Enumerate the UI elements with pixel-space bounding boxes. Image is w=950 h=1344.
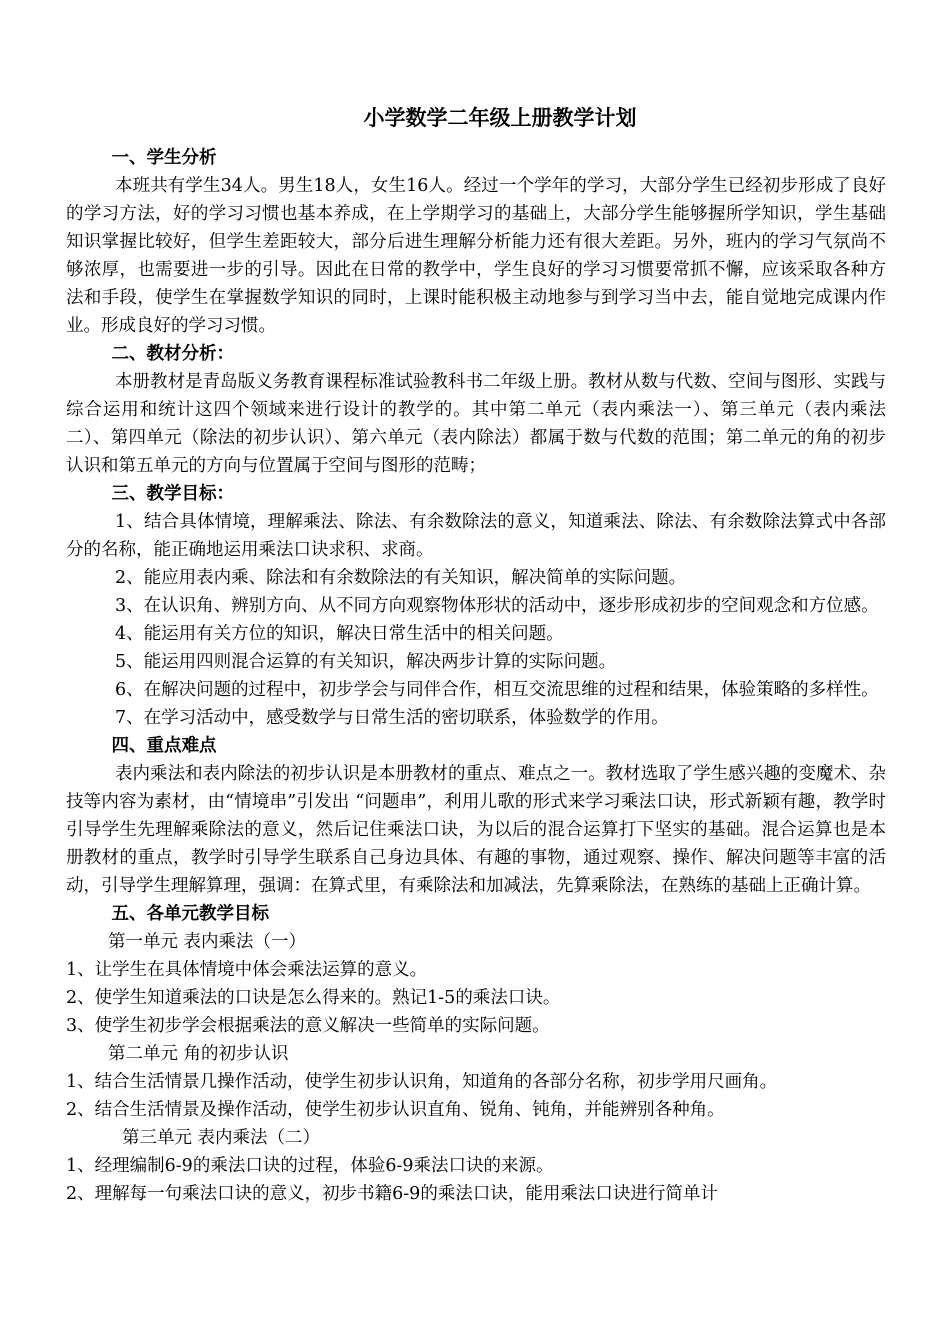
section-heading-unit-goals: 五、各单元教学目标 (111, 904, 269, 924)
section-heading-teaching-goals: 三、教学目标： (111, 484, 234, 504)
section-heading-student-analysis: 一、学生分析 (111, 148, 217, 168)
section-heading-key-points: 四、重点难点 (111, 736, 217, 756)
unit-title-1: 第一单元 表内乘法（一） (108, 932, 307, 952)
unit-goal-item: 2、结合生活情景及操作活动，使学生初步认识直角、锐角、钝角，并能辨别各种角。 (66, 1100, 725, 1120)
goal-item: 6、在解决问题的过程中，初步学会与同伴合作，相互交流思维的过程和结果，体验策略的多样性。 (115, 680, 879, 700)
goal-item: 2、能应用表内乘、除法和有余数除法的有关知识，解决简单的实际问题。 (115, 568, 687, 588)
goal-item: 4、能运用有关方位的知识，解决日常生活中的相关问题。 (115, 624, 564, 644)
unit-title-2: 第二单元 角的初步认识 (108, 1044, 289, 1064)
unit-goal-item: 1、经理编制6-9的乘法口诀的过程，体验6-9乘法口诀的来源。 (66, 1156, 554, 1176)
goal-item: 5、能运用四则混合运算的有关知识，解决两步计算的实际问题。 (115, 652, 617, 672)
document-body (66, 144, 886, 1208)
section-heading-textbook-analysis: 二、教材分析： (111, 344, 234, 364)
paragraph-student-analysis: 本班共有学生34人。男生18人，女生16人。经过一个学年的学习，大部分学生已经初步形成了良好的学习方法，好的学习习惯也基本养成，在上学期学习的基础上，大部分学生能够握所学知识，学生基础知识掌握比较好，但学生差距较大，部分后进生理解分析能力还有很大差距。另外，班内的学习气氛尚不够浓厚，也需要进一步的引导。因此在日常的教学中，学生良好的学习习惯要常抓不懈，应该采取各种方法和手段，使学生在掌握数学知识的同时，上课时能积极主动地参与到学习当中去，能自觉地完成课内作业。形成良好的学习习惯。 (66, 176, 886, 336)
unit-goal-item: 2、使学生知道乘法的口诀是怎么得来的。熟记1-5的乘法口诀。 (66, 988, 561, 1008)
unit-goal-item: 1、结合生活情景几操作活动，使学生初步认识角，知道角的各部分名称，初步学用尺画角。 (66, 1072, 778, 1092)
document-title: 小学数学二年级上册教学计划 (363, 105, 637, 130)
goal-item: 3、在认识角、辨别方向、从不同方向观察物体形状的活动中，逐步形成初步的空间观念和方位感。 (115, 596, 879, 616)
goal-item: 7、在学习活动中，感受数学与日常生活的密切联系，体验数学的作用。 (115, 708, 669, 728)
unit-goal-item: 2、理解每一句乘法口诀的意义，初步书籍6-9的乘法口诀，能用乘法口诀进行简单计 (66, 1184, 718, 1204)
unit-goal-item: 3、使学生初步学会根据乘法的意义解决一些简单的实际问题。 (66, 1016, 550, 1036)
paragraph-textbook-analysis: 本册教材是青岛版义务教育课程标准试验教科书二年级上册。教材从数与代数、空间与图形、实践与综合运用和统计这四个领域来进行设计的教学的。其中第二单元（表内乘法一）、第三单元（表内乘法二）、第四单元（除法的初步认识）、第六单元（表内除法）都属于数与代数的范围；第二单元的角的初步认识和第五单元的方向与位置属于空间与图形的范畴； (66, 372, 886, 476)
paragraph-key-points: 表内乘法和表内除法的初步认识是本册教材的重点、难点之一。教材选取了学生感兴趣的变魔术、杂技等内容为素材，由“情境串”引发出 “问题串”，利用儿歌的形式来学习乘法口诀，形式新颖有趣，教学时引导学生先理解乘除法的意义，然后记住乘法口诀，为以后的混合运算打下坚实的基础。混合运算也是本册教材的重点，教学时引导学生联系自己身边具体、有趣的事物，通过观察、操作、解决问题等丰富的活动，引导学生理解算理，强调：在算式里，有乘除法和加减法，先算乘除法，在熟练的基础上正确计算。 (66, 764, 886, 896)
unit-goal-item: 1、让学生在具体情境中体会乘法运算的意义。 (66, 960, 428, 980)
goal-item: 1、结合具体情境，理解乘法、除法、有余数除法的意义，知道乘法、除法、有余数除法算式中各部分的名称，能正确地运用乘法口诀求积、求商。 (66, 512, 886, 560)
unit-title-3: 第三单元 表内乘法（二） (122, 1128, 321, 1148)
